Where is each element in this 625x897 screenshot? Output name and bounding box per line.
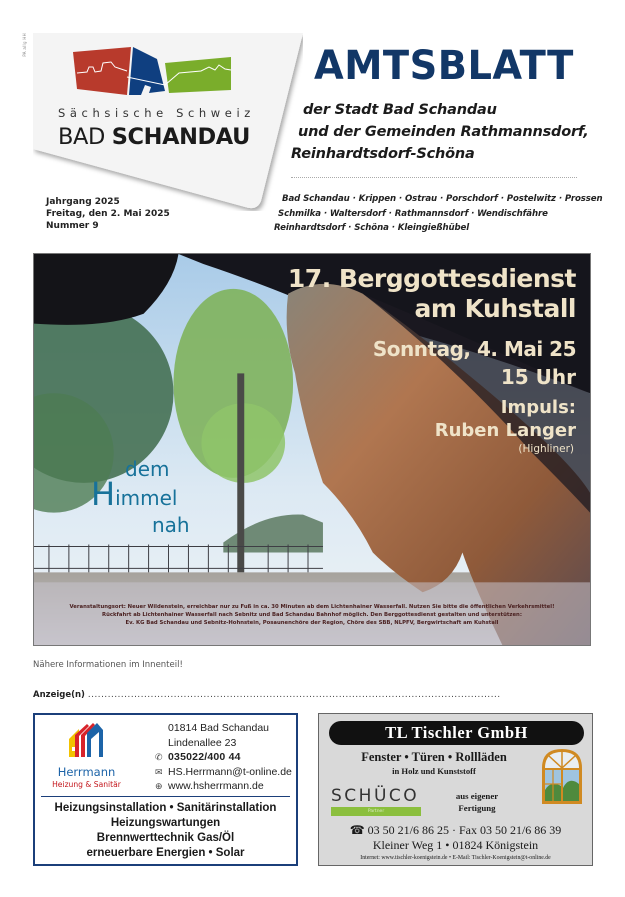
envelope-icon: ✉ <box>155 766 163 777</box>
event-caption <box>34 603 590 627</box>
schueco-partner-badge: Partner <box>331 807 421 816</box>
tischler-own-production <box>437 790 517 814</box>
tischler-products: Fenster • Türen • Rollläden <box>361 750 507 764</box>
window-icon <box>539 746 585 806</box>
places-line-1: Bad Schandau · Krippen · Ostrau · Porschdorf · Postelwitz · Prossen <box>282 194 603 204</box>
masthead-card <box>33 33 303 211</box>
ad-tischler <box>318 713 593 866</box>
event-impulse-label: Impuls: <box>500 397 576 418</box>
caption-line-3: Ev. KG Bad Schandau und Sebnitz-Hohnstein, Posaunenchöre der Region, Chöre des SBB, NLPFV, Bergwirtschaft am Kuhstall <box>125 620 499 626</box>
phone-icon: ✆ <box>155 752 163 762</box>
event-time: 15 Uhr <box>500 365 576 389</box>
side-print-code: PA allg HH <box>22 33 27 57</box>
service-line: Brennwerttechnik Gas/Öl <box>96 832 235 844</box>
subtitle-line-3: Reinhardtsdorf-Schöna <box>291 146 475 162</box>
globe-icon: ⊕ <box>155 781 163 791</box>
divider <box>41 796 290 797</box>
tischler-phone-fax[interactable]: ☎ 03 50 21/6 86 25 · Fax 03 50 21/6 86 39 <box>349 823 562 837</box>
tischler-company-name: TL Tischler GmbH <box>329 721 584 745</box>
more-info-note: Nähere Informationen im Innenteil! <box>33 660 183 670</box>
house-logo-icon <box>65 721 105 761</box>
slogan-initial: H <box>91 475 116 513</box>
herrmann-website[interactable]: www.hsherrmann.de <box>168 780 264 792</box>
ad-herrmann <box>33 713 298 866</box>
logo-wordmark <box>58 124 250 150</box>
ads-label-text: Anzeige(n) <box>33 690 85 700</box>
herrmann-services <box>35 801 296 861</box>
logo-word-light: BAD <box>58 124 105 150</box>
subtitle-line-1: der Stadt Bad Schandau <box>303 102 497 118</box>
logo-word-bold: SCHANDAU <box>111 124 250 150</box>
event-speaker: Ruben Langer <box>434 420 576 441</box>
places-line-3: Reinhardtsdorf · Schöna · Kleingießhübel <box>274 223 470 233</box>
slogan-line-3: nah <box>152 513 190 537</box>
herrmann-phone[interactable]: 035022/400 44 <box>168 751 241 763</box>
event-speaker-role: (Highliner) <box>518 443 574 455</box>
service-line: erneuerbare Energien • Solar <box>86 847 245 859</box>
herrmann-name: Herrmann <box>57 765 116 779</box>
slogan-word: immel <box>115 486 178 510</box>
page-title: AMTSBLATT <box>314 43 574 89</box>
bad-schandau-logo-icon <box>69 45 269 95</box>
own-production-line-2: Fertigung <box>458 803 496 813</box>
herrmann-address-1: 01814 Bad Schandau <box>168 722 270 734</box>
issue-number: Nummer 9 <box>46 221 99 231</box>
herrmann-contact <box>155 721 292 794</box>
event-poster <box>33 253 591 646</box>
herrmann-tagline: Heizung & Sanitär <box>52 780 121 789</box>
herrmann-address-2: Lindenallee 23 <box>168 736 237 749</box>
service-line: Heizungswartungen <box>110 817 221 829</box>
caption-line-2: Rückfahrt ab Lichtenhainer Wasserfall nach Sebnitz und Bad Schandau Bahnhof möglich. Den Berggottesdienst gestalten und unterstützen: <box>102 612 522 618</box>
tischler-materials: in Holz und Kunststoff <box>392 766 476 776</box>
issue-date: Freitag, den 2. Mai 2025 <box>46 209 170 219</box>
slogan-line-1: dem <box>125 457 170 481</box>
caption-line-1: Veranstaltungsort: Neuer Wildenstein, erreichbar nur zu Fuß in ca. 30 Minuten ab dem Lichtenhainer Wasserfall. Nutzen Sie bitte die öffentlichen Verkehrsmittel! <box>69 604 555 610</box>
own-production-line-1: aus eigener <box>455 791 499 801</box>
places-line-2: Schmilka · Waltersdorf · Rathmannsdorf · Wendischfähre <box>278 209 548 219</box>
issue-info <box>46 196 170 232</box>
dotted-leader: ............................................................................................................................. <box>87 690 501 700</box>
tischler-address: Kleiner Weg 1 • 01824 Königstein <box>372 838 539 852</box>
slogan-line-2 <box>91 475 177 513</box>
event-title-line-1: 17. Berggottesdienst <box>287 264 576 293</box>
tischler-web-email[interactable]: Internet: www.tischler-koenigstein.de • E-Mail: Tischler-Koenigstein@t-online.de <box>360 855 551 861</box>
service-line: Heizungsinstallation • Sanitärinstallation <box>54 802 277 814</box>
herrmann-email[interactable]: HS.Herrmann@t-online.de <box>168 765 292 778</box>
schueco-logo <box>331 786 423 816</box>
event-title-line-2: am Kuhstall <box>414 294 576 323</box>
subtitle-line-2: und der Gemeinden Rathmannsdorf, <box>298 124 589 140</box>
ads-section-label <box>33 690 593 700</box>
logo-subtitle: Sächsische Schweiz <box>58 106 255 120</box>
issue-year: Jahrgang 2025 <box>46 197 120 207</box>
event-date: Sonntag, 4. Mai 25 <box>372 337 576 361</box>
schueco-wordmark: SCHÜCO <box>331 786 420 806</box>
divider <box>291 177 577 178</box>
